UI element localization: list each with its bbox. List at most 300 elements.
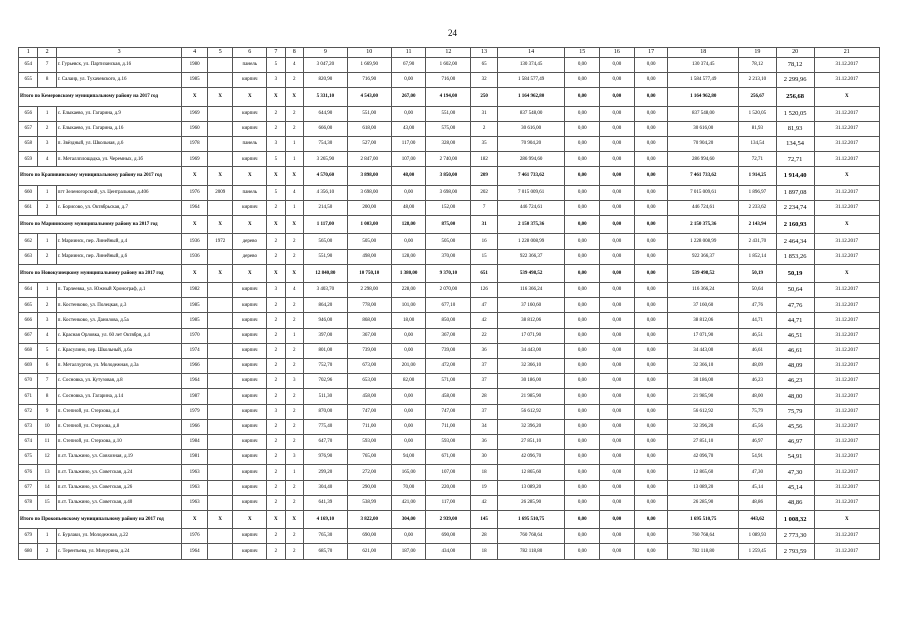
table-cell: 667 [19, 328, 38, 343]
table-cell: 446 724,61 [668, 200, 738, 215]
table-cell: 0,00 [565, 152, 600, 167]
table-cell: 946,00 [303, 313, 347, 328]
table-cell: 228,00 [391, 283, 426, 298]
table-cell: 0,00 [565, 73, 600, 88]
subtotal-cell: X [285, 216, 303, 234]
table-cell: 679 [19, 529, 38, 544]
table-cell [207, 283, 233, 298]
subtotal-label: Итого по Новокузнецкому муниципальному району на 2017 год [19, 264, 182, 282]
table-cell: 0,00 [600, 374, 635, 389]
column-number: 11 [391, 48, 426, 58]
table-cell: 31.12.2017 [814, 200, 880, 215]
table-cell: 641,39 [303, 495, 347, 510]
table-cell: 0,00 [565, 419, 600, 434]
table-row [19, 200, 880, 215]
table-cell: 6 [38, 359, 56, 374]
table-cell: 0,00 [600, 328, 635, 343]
table-cell: кирпич [233, 152, 267, 167]
table-cell: 21 985,90 [668, 389, 738, 404]
table-cell: 2 [267, 106, 285, 121]
table-cell [207, 434, 233, 449]
table-cell: 78,12 [776, 58, 814, 73]
table-cell: 716,90 [347, 73, 391, 88]
table-cell: 654 [19, 58, 38, 73]
subtotal-cell: 31 [471, 216, 498, 234]
housing-registry-table [18, 47, 880, 560]
table-cell: 657 [19, 121, 38, 136]
table-cell: 28 [471, 389, 498, 404]
table-cell: 0,00 [565, 313, 600, 328]
table-cell: 0,00 [565, 121, 600, 136]
table-cell: 0,00 [391, 434, 426, 449]
address-cell: с. Елыкаево, ул. Гагарина, д.9 [56, 106, 182, 121]
table-cell: 38 812,06 [497, 313, 564, 328]
table-cell [207, 495, 233, 510]
table-cell: 47,30 [776, 465, 814, 480]
subtotal-cell: X [182, 510, 208, 528]
table-cell: 31.12.2017 [814, 152, 880, 167]
table-cell: 677 [19, 480, 38, 495]
table-cell: 1 520,05 [776, 106, 814, 121]
subtotal-cell: X [207, 88, 233, 106]
table-cell: 775,40 [303, 419, 347, 434]
column-number: 8 [285, 48, 303, 58]
column-number: 18 [668, 48, 738, 58]
table-cell: 1 852,14 [738, 249, 776, 264]
table-cell: 46,51 [738, 328, 776, 343]
table-cell: 2 [267, 313, 285, 328]
table-cell: 837 548,00 [668, 106, 738, 121]
table-cell: 690,00 [347, 529, 391, 544]
table-cell: 2 [267, 389, 285, 404]
table-cell: 1969 [182, 152, 208, 167]
table-cell: 37 [471, 359, 498, 374]
address-cell: п. Звёздный, ул. Школьная, д.6 [56, 137, 182, 152]
table-cell: 2 070,00 [426, 283, 471, 298]
table-cell [207, 419, 233, 434]
table-cell: 31.12.2017 [814, 495, 880, 510]
table-cell: 2 [38, 200, 56, 215]
table-cell: 446 724,61 [497, 200, 564, 215]
table-cell: 782 118,80 [497, 544, 564, 559]
table-cell: 0,00 [565, 185, 600, 200]
table-cell: 1985 [182, 313, 208, 328]
table-cell: 0,00 [600, 283, 635, 298]
table-cell: кирпич [233, 480, 267, 495]
table-cell: 286 994,60 [668, 152, 738, 167]
table-cell: 31 [471, 106, 498, 121]
table-cell: 26 285,90 [497, 495, 564, 510]
table-cell: 1 520,05 [738, 106, 776, 121]
subtotal-cell: 0,00 [634, 510, 668, 528]
table-row [19, 328, 880, 343]
table-cell: 47,76 [776, 298, 814, 313]
table-cell: 0,00 [565, 328, 600, 343]
subtotal-cell: 651 [471, 264, 498, 282]
subtotal-cell: X [207, 510, 233, 528]
subtotal-cell: 3 898,00 [347, 167, 391, 185]
table-cell: 1 [38, 529, 56, 544]
table-cell: 0,00 [391, 529, 426, 544]
subtotal-cell: 209 [471, 167, 498, 185]
table-cell: 0,00 [600, 58, 635, 73]
table-cell: 868,00 [347, 313, 391, 328]
address-cell: г. Гурьевск, ул. Партизанская, д.16 [56, 58, 182, 73]
table-cell: 70,00 [391, 480, 426, 495]
table-cell: 0,00 [634, 404, 668, 419]
table-cell: 31.12.2017 [814, 480, 880, 495]
table-cell: 0,00 [600, 137, 635, 152]
table-cell: 922 366,37 [668, 249, 738, 264]
table-cell: 0,00 [634, 121, 668, 136]
table-cell: 17 071,90 [497, 328, 564, 343]
table-cell: 0,00 [565, 465, 600, 480]
table-cell: 551,00 [426, 106, 471, 121]
table-cell: 1964 [182, 200, 208, 215]
table-cell: 2 [267, 419, 285, 434]
table-cell: 0,00 [565, 389, 600, 404]
table-cell: 1976 [182, 529, 208, 544]
subtotal-cell: 2 150 375,36 [497, 216, 564, 234]
table-cell: 1969 [182, 106, 208, 121]
table-cell: 2 [285, 404, 303, 419]
table-cell: 31.12.2017 [814, 419, 880, 434]
table-row [19, 404, 880, 419]
table-cell: 214,50 [303, 200, 347, 215]
table-cell: 0,00 [634, 137, 668, 152]
table-cell: панель [233, 58, 267, 73]
table-cell: 850,00 [426, 313, 471, 328]
table-cell: 2 [38, 121, 56, 136]
table-cell [207, 450, 233, 465]
subtotal-cell: 4 194,00 [426, 88, 471, 106]
table-cell: 3 [267, 137, 285, 152]
subtotal-cell: X [267, 264, 285, 282]
table-cell: кирпич [233, 298, 267, 313]
address-cell: п. Металлургов, ул. Молодежная, д.3а [56, 359, 182, 374]
subtotal-cell: X [285, 167, 303, 185]
table-cell: 1 259,45 [738, 544, 776, 559]
table-cell: 46,23 [738, 374, 776, 389]
table-cell: 2 [267, 480, 285, 495]
table-cell: кирпич [233, 434, 267, 449]
subtotal-cell: 4 169,10 [303, 510, 347, 528]
table-cell: 747,00 [426, 404, 471, 419]
table-cell: 37 160,60 [668, 298, 738, 313]
table-cell: 538,99 [347, 495, 391, 510]
table-cell: 42 096,70 [668, 450, 738, 465]
subtotal-cell: 0,00 [565, 216, 600, 234]
table-cell: кирпич [233, 359, 267, 374]
table-cell: 3 [285, 374, 303, 389]
table-cell [207, 529, 233, 544]
subtotal-cell: 1 380,00 [391, 264, 426, 282]
table-cell: кирпич [233, 450, 267, 465]
table-cell: 107,00 [426, 465, 471, 480]
subtotal-cell: 7 461 733,62 [497, 167, 564, 185]
table-cell: 0,00 [634, 450, 668, 465]
subtotal-cell: X [207, 216, 233, 234]
address-cell: с. Елыкаево, ул. Гагарина, д.16 [56, 121, 182, 136]
table-cell [207, 58, 233, 73]
table-row [19, 298, 880, 313]
table-cell: 1 [285, 152, 303, 167]
table-cell: 2 [267, 374, 285, 389]
column-number: 13 [471, 48, 498, 58]
table-cell: 46,61 [776, 343, 814, 358]
table-cell: 5 [267, 58, 285, 73]
subtotal-cell: X [814, 88, 880, 106]
table-cell: 0,00 [600, 121, 635, 136]
table-cell: 1966 [182, 359, 208, 374]
table-cell: 2 [267, 200, 285, 215]
table-cell: панель [233, 137, 267, 152]
table-cell: 299,20 [303, 465, 347, 480]
table-cell: 30 [471, 450, 498, 465]
table-cell: 656 [19, 106, 38, 121]
table-cell: 2 [285, 544, 303, 559]
subtotal-cell: 443,62 [738, 510, 776, 528]
table-cell: 837 548,00 [497, 106, 564, 121]
table-cell: 1 602,00 [426, 58, 471, 73]
table-cell: 2 [285, 529, 303, 544]
table-cell: 370,00 [426, 249, 471, 264]
table-cell: 116 366,24 [497, 283, 564, 298]
table-cell: 32 396,20 [668, 419, 738, 434]
table-cell: 0,00 [600, 389, 635, 404]
subtotal-cell: X [182, 216, 208, 234]
table-cell: 31.12.2017 [814, 121, 880, 136]
table-cell: 677,10 [426, 298, 471, 313]
table-cell: 0,00 [634, 544, 668, 559]
column-number: 15 [565, 48, 600, 58]
table-cell: 1 228 008,99 [668, 234, 738, 249]
subtotal-cell: 1 003,00 [347, 216, 391, 234]
subtotal-cell: X [285, 510, 303, 528]
table-cell: 0,00 [391, 343, 426, 358]
table-cell: кирпич [233, 200, 267, 215]
table-cell: 36 [471, 343, 498, 358]
table-cell: 50,64 [738, 283, 776, 298]
column-number: 16 [600, 48, 635, 58]
table-cell: 527,00 [347, 137, 391, 152]
table-cell: 18,00 [391, 313, 426, 328]
column-number: 6 [233, 48, 267, 58]
table-cell: 130 374,45 [668, 58, 738, 73]
column-number: 3 [56, 48, 182, 58]
table-cell: кирпич [233, 121, 267, 136]
table-cell: 2 [285, 73, 303, 88]
table-cell: 3 [285, 450, 303, 465]
table-row [19, 73, 880, 88]
table-cell: 765,30 [303, 529, 347, 544]
table-cell: 2 773,30 [776, 529, 814, 544]
table-cell: 671 [19, 389, 38, 404]
table-cell: 1936 [182, 234, 208, 249]
table-cell: 272,00 [347, 465, 391, 480]
subtotal-row [19, 88, 880, 106]
table-cell: 669 [19, 359, 38, 374]
subtotal-cell: 0,00 [565, 264, 600, 282]
subtotal-cell: 0,00 [600, 216, 635, 234]
table-cell: 7 [38, 374, 56, 389]
table-cell: 0,00 [565, 137, 600, 152]
table-cell: 13 089,20 [497, 480, 564, 495]
address-cell: п. Тарлеевка, ул. Южный Хронограф, д.1 [56, 283, 182, 298]
table-cell: 46,23 [776, 374, 814, 389]
table-row [19, 389, 880, 404]
table-cell: 31.12.2017 [814, 465, 880, 480]
table-cell: 739,00 [426, 343, 471, 358]
table-cell: 43,00 [391, 121, 426, 136]
table-cell: 0,00 [634, 152, 668, 167]
table-cell: 0,00 [634, 234, 668, 249]
table-cell: 45,14 [738, 480, 776, 495]
table-cell: 0,00 [634, 328, 668, 343]
table-cell: 653,00 [347, 374, 391, 389]
subtotal-cell: 128,00 [391, 216, 426, 234]
table-cell: 690,00 [426, 529, 471, 544]
table-cell [207, 374, 233, 389]
table-cell: 3 047,20 [303, 58, 347, 73]
table-cell: 2 [285, 434, 303, 449]
table-cell: 7 015 009,61 [668, 185, 738, 200]
table-cell: 1 897,08 [776, 185, 814, 200]
table-cell: 38 812,06 [668, 313, 738, 328]
table-cell: 3 [267, 404, 285, 419]
table-cell: 48,09 [738, 359, 776, 374]
subtotal-label: Итого по Мариинскому муниципальному району на 2017 год [19, 216, 182, 234]
subtotal-cell: X [207, 167, 233, 185]
table-cell: 1 896,97 [738, 185, 776, 200]
table-cell: 220,00 [426, 480, 471, 495]
table-cell: кирпич [233, 465, 267, 480]
table-cell: дерево [233, 234, 267, 249]
table-cell: 2 [38, 298, 56, 313]
table-cell [207, 465, 233, 480]
table-row [19, 121, 880, 136]
table-cell: 31.12.2017 [814, 404, 880, 419]
table-cell [207, 137, 233, 152]
table-cell: 48,86 [738, 495, 776, 510]
table-cell: 0,00 [391, 234, 426, 249]
table-cell: 1979 [182, 404, 208, 419]
table-cell: 864,20 [303, 298, 347, 313]
subtotal-cell: X [267, 88, 285, 106]
table-cell: 3 [267, 283, 285, 298]
subtotal-cell: 0,00 [600, 264, 635, 282]
table-cell: 0,00 [600, 343, 635, 358]
table-cell: 15 [38, 495, 56, 510]
table-cell: 65 [471, 58, 498, 73]
table-cell: 7 [471, 200, 498, 215]
table-cell: 32 366,10 [497, 359, 564, 374]
table-cell: 42 096,70 [497, 450, 564, 465]
table-cell: 4 [285, 185, 303, 200]
table-cell: 0,00 [391, 328, 426, 343]
table-cell: 3 265,90 [303, 152, 347, 167]
table-cell: 32 396,20 [497, 419, 564, 434]
table-cell: 35 [471, 137, 498, 152]
table-cell: 126 [471, 283, 498, 298]
table-cell: 31.12.2017 [814, 137, 880, 152]
address-cell: п. Костенково, ул. Данилова, д.5а [56, 313, 182, 328]
table-cell: 0,00 [600, 200, 635, 215]
subtotal-cell: 5 331,10 [303, 88, 347, 106]
table-cell: кирпич [233, 374, 267, 389]
table-cell: 1982 [182, 283, 208, 298]
table-cell: 870,00 [303, 404, 347, 419]
subtotal-cell: 2 939,00 [426, 510, 471, 528]
table-cell: 78,12 [738, 58, 776, 73]
table-cell: 56 612,92 [497, 404, 564, 419]
table-cell: 0,00 [600, 529, 635, 544]
subtotal-cell: X [267, 216, 285, 234]
table-cell: 328,00 [426, 137, 471, 152]
table-cell: 1963 [182, 480, 208, 495]
table-cell: 1966 [182, 419, 208, 434]
table-cell: 34 [471, 419, 498, 434]
table-cell: 201,00 [391, 359, 426, 374]
table-cell: 747,00 [347, 404, 391, 419]
column-number: 21 [814, 48, 880, 58]
table-cell: 2 298,00 [347, 283, 391, 298]
table-cell: 2 464,34 [776, 234, 814, 249]
table-cell: 3 [267, 73, 285, 88]
table-cell: 0,00 [600, 495, 635, 510]
table-cell: 505,00 [426, 234, 471, 249]
table-cell: 2 [285, 121, 303, 136]
table-cell: 2 [285, 419, 303, 434]
table-cell: кирпич [233, 404, 267, 419]
table-cell: 31.12.2017 [814, 450, 880, 465]
table-cell: 0,00 [634, 106, 668, 121]
table-cell: 1980 [182, 58, 208, 73]
table-cell: 0,00 [600, 544, 635, 559]
table-cell: 2 [285, 106, 303, 121]
table-cell: 286 994,60 [497, 152, 564, 167]
table-cell [207, 313, 233, 328]
table-cell: 2 233,62 [738, 200, 776, 215]
table-cell: 1 089,93 [738, 529, 776, 544]
table-cell: 1 [38, 283, 56, 298]
subtotal-cell: X [267, 167, 285, 185]
table-cell: 0,00 [565, 200, 600, 215]
address-cell: с. Красная Орловка, ул. 60 лет Октября, д.4 [56, 328, 182, 343]
subtotal-cell: 0,00 [634, 216, 668, 234]
table-row [19, 544, 880, 559]
subtotal-label: Итого по Крапивинскому муниципальному району на 2017 год [19, 167, 182, 185]
table-cell: 30 616,00 [668, 121, 738, 136]
table-cell: 2 [38, 544, 56, 559]
table-row [19, 343, 880, 358]
table-row [19, 249, 880, 264]
column-number: 10 [347, 48, 391, 58]
subtotal-cell: X [233, 167, 267, 185]
subtotal-cell: X [285, 264, 303, 282]
subtotal-label: Итого по Кемеровскому муниципальному району на 2017 год [19, 88, 182, 106]
table-cell: 0,00 [600, 434, 635, 449]
table-cell: 0,00 [600, 152, 635, 167]
table-cell: 48,00 [391, 200, 426, 215]
table-cell: 820,90 [303, 73, 347, 88]
table-cell: 30 186,00 [497, 374, 564, 389]
table-cell: 16 [471, 234, 498, 249]
table-cell: 27 851,10 [497, 434, 564, 449]
table-cell: 716,00 [426, 73, 471, 88]
table-row [19, 465, 880, 480]
table-cell: 26 285,90 [668, 495, 738, 510]
